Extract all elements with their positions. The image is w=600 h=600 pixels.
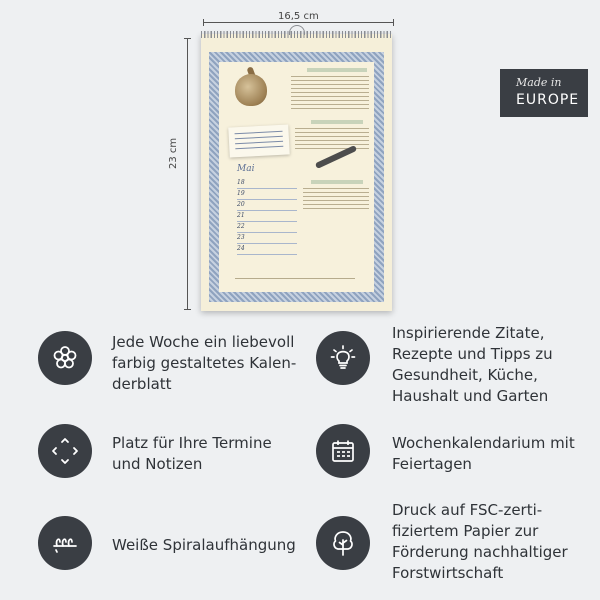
feature-text-colorful-pages: Jede Woche ein liebevoll farbig gestaltetes Kalen- derblatt	[112, 333, 297, 393]
garden-tip-heading	[307, 68, 367, 72]
tree-icon	[316, 516, 370, 570]
calendar-month: Mai	[237, 164, 255, 174]
width-dimension-line	[203, 22, 394, 23]
height-dimension-label: 23 cm	[168, 135, 179, 172]
feature-text-appointments: Platz für Ihre Termine und Notizen	[112, 434, 272, 473]
flower-icon	[38, 331, 92, 385]
spiral-binding	[201, 31, 392, 38]
health-tip-heading	[311, 180, 363, 184]
region-label: EUROPE	[516, 92, 580, 108]
height-dimension-line	[187, 38, 188, 310]
quote-card	[228, 124, 289, 157]
calendar-page	[219, 62, 374, 292]
calendar-icon	[316, 424, 370, 478]
feature-text-spiral: Weiße Spiralaufhängung	[112, 536, 296, 554]
calendar-preview	[201, 34, 392, 311]
calendar-day-row: 21	[237, 211, 297, 222]
calendar-day-rows	[237, 178, 297, 255]
width-dimension-label: 16,5 cm	[275, 11, 322, 22]
feature-text-quotes-recipes: Inspirierende Zitate, Rezepte und Tipps zu Gesundheit, Küche, Haushalt und Garten	[392, 324, 553, 405]
feature-text-weekly-calendar: Wochenkalendarium mit Feiertagen	[392, 434, 575, 473]
garden-tip-text	[291, 76, 369, 112]
calendar-day-row: 20	[237, 200, 297, 211]
lightbulb-icon	[316, 331, 370, 385]
spiral-binding-icon	[38, 516, 92, 570]
onion-illustration	[235, 74, 267, 106]
quote-text	[235, 131, 284, 153]
made-in-europe-badge	[500, 69, 588, 117]
expand-arrows-icon	[38, 424, 92, 478]
household-tip-text	[295, 128, 369, 152]
calendar-footer-line	[235, 278, 355, 279]
calendar-day-row: 23	[237, 233, 297, 244]
feature-text-fsc-paper: Druck auf FSC-zerti- fiziertem Papier zur Förderung nachhaltiger Forstwirtschaft	[392, 501, 568, 582]
household-tip-heading	[311, 120, 363, 124]
calendar-day-row: 22	[237, 222, 297, 233]
calendar-day-row: 19	[237, 189, 297, 200]
health-tip-text	[303, 188, 369, 212]
calendar-day-row: 24	[237, 244, 297, 255]
made-in-label: Made in	[516, 76, 562, 89]
calendar-day-row: 18	[237, 178, 297, 189]
